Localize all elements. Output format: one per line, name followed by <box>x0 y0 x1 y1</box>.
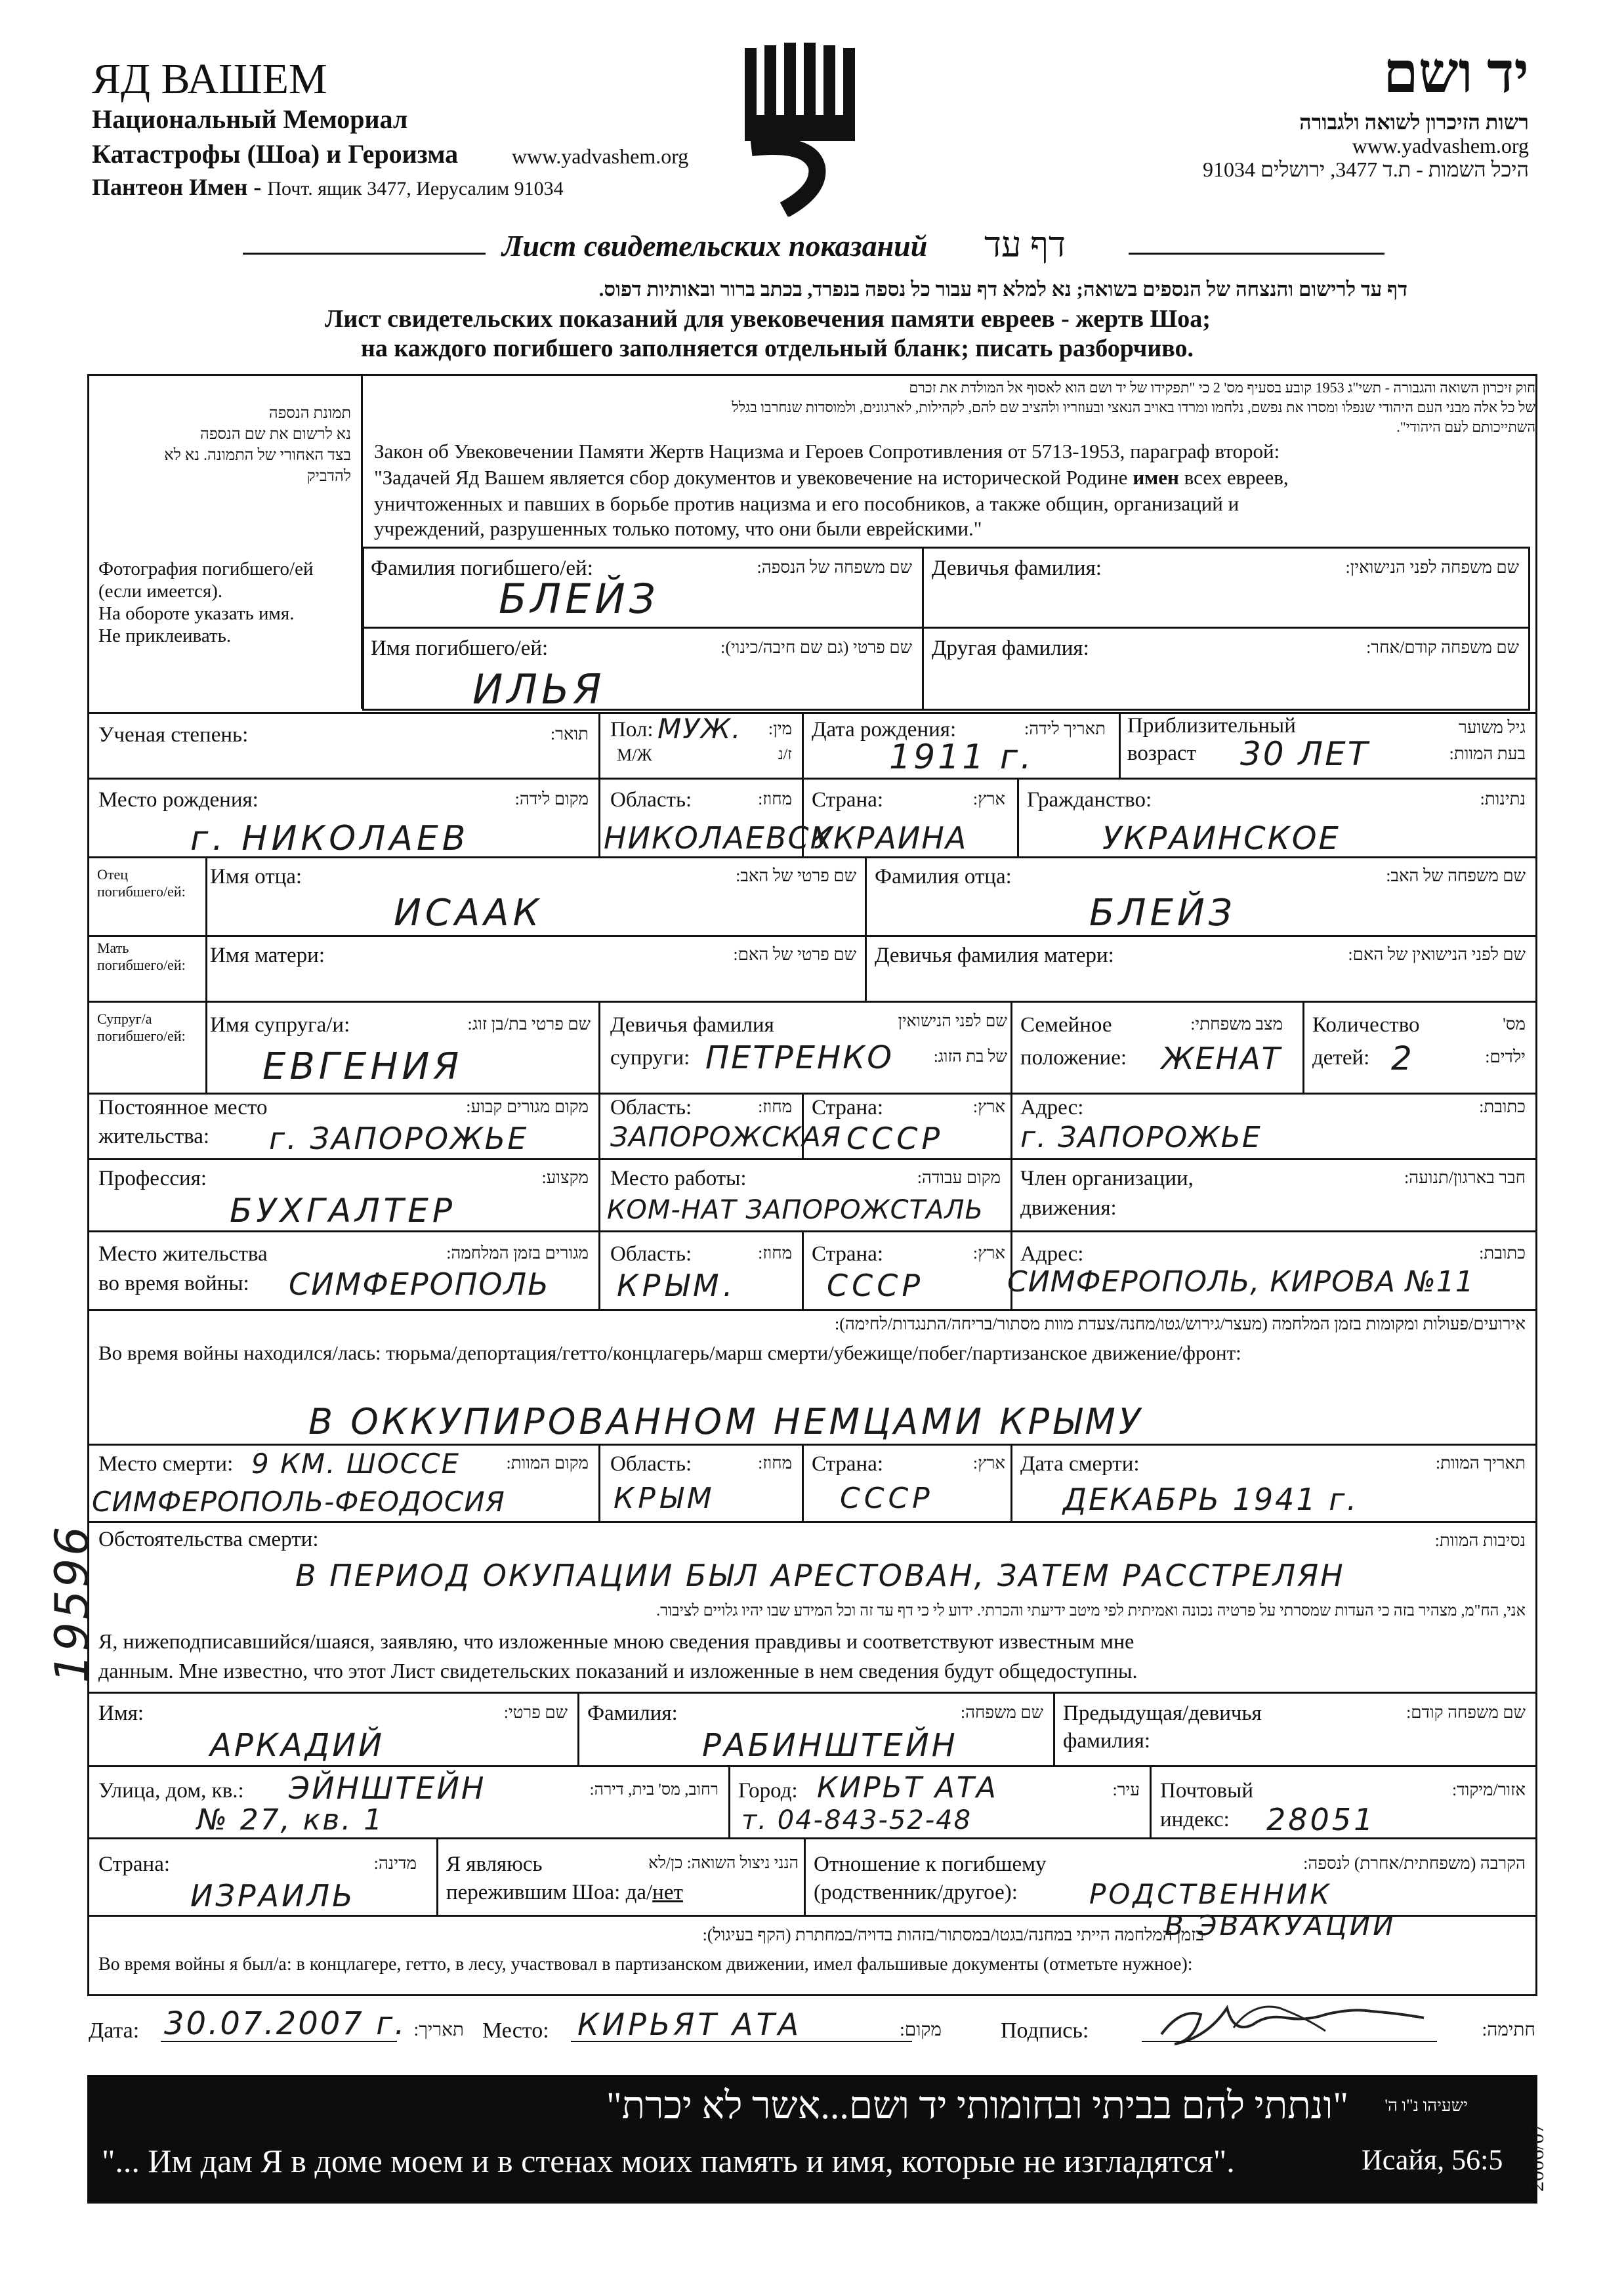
footer-ref-ru: Исайя, 56:5 <box>1362 2144 1503 2176</box>
sex-label: Пол: <box>610 718 654 742</box>
other-surname-label: Другая фамилия: <box>932 637 1089 660</box>
war-address-value: СИМФЕРОПОЛЬ, КИРОВА №11 <box>1007 1265 1474 1299</box>
zip-label-he: אזור/מיקוד: <box>1451 1780 1526 1799</box>
zip-label-2: индекс: <box>1160 1808 1230 1831</box>
place-label: Место: <box>482 2018 549 2043</box>
row-rule <box>87 712 1537 714</box>
submitter-name-label-he: שם פרטי: <box>503 1703 568 1722</box>
mother-side-label: Мать погибшего/ей: <box>97 940 186 974</box>
col-rule <box>802 1230 804 1309</box>
submitter-country-value: ИЗРАИЛЬ <box>190 1878 356 1913</box>
declaration-he: אני, הח"מ, מצהיר בזה כי העדות שמסרתי על פרטיה נכונה ואמיתית לפי מיטב ידיעתי והכרתי. ידוע לי כי דף עד זה וכל המידע שבו יהיו גלויים לציבור. <box>656 1602 1526 1620</box>
law-ru-1: Закон об Увековечении Памяти Жертв Нацизма и Героев Сопротивления от 5713-1953, параграф второй: <box>374 440 1280 463</box>
workplace-label-he: מקום עבודה: <box>917 1168 1001 1187</box>
age-label-1: Приблизительный <box>1127 714 1296 738</box>
row-rule <box>87 778 1537 780</box>
yad-vashem-logo <box>738 43 869 217</box>
residence-value: г. ЗАПОРОЖЬЕ <box>269 1121 529 1156</box>
residence-country-value: СССР <box>846 1121 944 1156</box>
death-region-label: Область: <box>610 1452 692 1476</box>
margin-record-number: 19596 <box>45 1524 99 1683</box>
birthplace-label: Место рождения: <box>98 788 259 812</box>
children-label-2: детей: <box>1312 1046 1370 1070</box>
law-ru-3: уничтоженных и павших в борьбе против нацизма и его пособников, а также общин, организаций и <box>374 492 1239 515</box>
col-rule <box>1302 1001 1304 1093</box>
photo-he-2: נא לרשום את שם הנספה <box>200 426 351 443</box>
col-rule <box>1119 712 1121 778</box>
father-surname-label: Фамилия отца: <box>875 865 1012 889</box>
col-rule <box>577 1692 579 1765</box>
form-title-ru: Лист свидетельских показаний <box>502 229 928 262</box>
submitter-surname-value: РАБИНШТЕЙН <box>702 1727 958 1764</box>
sex-mf-ru: М/Ж <box>617 745 652 764</box>
profession-value: БУХГАЛТЕР <box>230 1192 456 1230</box>
citizenship-label-he: נתינות: <box>1480 789 1526 808</box>
org-line-2: Катастрофы (Шоа) и Героизма <box>92 139 459 169</box>
photo-he-1: תמונת הנספה <box>268 405 351 422</box>
mother-name-label: Имя матери: <box>210 944 325 967</box>
spouse-side-label: Супруг/а погибшего/ей: <box>97 1011 186 1045</box>
submitter-prev-label-he: שם משפחה קודם: <box>1406 1703 1526 1722</box>
spouse-maiden-label-he-1: שם לפני הנישואין <box>898 1013 1007 1030</box>
col-rule <box>1010 1158 1012 1230</box>
spouse-name-value: ЕВГЕНИЯ <box>262 1045 463 1088</box>
row-rule <box>87 856 1537 858</box>
children-label-he-2: ילדים: <box>1485 1047 1526 1066</box>
events-label-he: אירועים/פעולות ומקומות בזמן המלחמה (מעצר/גירוש/גטו/מחנה/צעדת מוות מסתור/בריחה/התנגדות/לחימה): <box>835 1314 1526 1333</box>
children-label-1: Количество <box>1312 1013 1420 1037</box>
date-value: 30.07.2007 г. <box>164 2005 407 2042</box>
row-rule <box>87 1001 1537 1003</box>
surname-label: Фамилия погибшего/ей: <box>371 556 593 580</box>
war-country-label: Страна: <box>812 1242 884 1266</box>
col-rule <box>598 1158 600 1230</box>
submitter-name-value: АРКАДИЙ <box>210 1727 385 1764</box>
residence-label-2: жительства: <box>98 1125 210 1148</box>
residence-country-label-he: ארץ: <box>972 1097 1005 1116</box>
birth-country-value: УКРАИНА <box>814 820 968 856</box>
signature-label-he: חתימה: <box>1482 2020 1535 2040</box>
col-rule <box>802 1444 804 1521</box>
col-rule <box>1150 1765 1152 1837</box>
spouse-maiden-label-2: супруги: <box>610 1046 690 1070</box>
col-rule <box>598 1001 600 1093</box>
residence-region-value: ЗАПОРОЖСКАЯ <box>610 1121 841 1153</box>
maiden-label-he: שם משפחה לפני הנישואין: <box>1345 558 1519 577</box>
deathdate-value: ДЕКАБРЬ 1941 г. <box>1063 1482 1359 1517</box>
residence-label-he: מקום מגורים קבוע: <box>466 1097 589 1116</box>
war-country-label-he: ארץ: <box>972 1244 1005 1263</box>
submitter-name-label: Имя: <box>98 1702 144 1725</box>
signature-image <box>1155 1995 1437 2051</box>
degree-label-he: תואר: <box>550 724 589 743</box>
profession-label: Профессия: <box>98 1167 207 1190</box>
col-rule <box>802 712 804 778</box>
submitter-country-label: Страна: <box>98 1852 171 1876</box>
col-rule <box>1010 1444 1012 1521</box>
org-url-ru: www.yadvashem.org <box>512 144 689 168</box>
deathplace-label: Место смерти: <box>98 1452 234 1476</box>
signature-underline <box>1142 2041 1437 2042</box>
war-self-value: В ЭВАКУАЦИИ <box>1165 1910 1396 1942</box>
photo-he-4: להדביק <box>306 468 351 485</box>
father-name-label-he: שם פרטי של האב: <box>736 866 856 885</box>
sex-mf-he: ז/נ <box>778 746 792 763</box>
residence-country-label: Страна: <box>812 1096 884 1119</box>
birth-region-label-he: מחוז: <box>758 789 792 808</box>
residence-address-value: г. ЗАПОРОЖЬЕ <box>1020 1121 1262 1154</box>
street-value-1: ЭЙНШТЕЙН <box>289 1770 486 1806</box>
war-residence-label-2: во время войны: <box>98 1272 249 1295</box>
name-box-divider <box>922 547 924 711</box>
date-underline <box>161 2041 397 2042</box>
member-label-2: движения: <box>1020 1196 1117 1220</box>
place-label-he: מקום: <box>900 2020 942 2040</box>
firstname-label: Имя погибшего/ей: <box>371 637 549 660</box>
org-line-1: Национальный Мемориал <box>92 104 408 134</box>
birth-country-label-he: ארץ: <box>972 789 1005 808</box>
marital-label-he: מצב משפחתי: <box>1190 1014 1283 1034</box>
sex-label-he: מין: <box>768 719 792 738</box>
maiden-label: Девичья фамилия: <box>932 556 1102 580</box>
name-box-rule <box>362 627 1530 629</box>
dob-label: Дата рождения: <box>812 718 957 742</box>
member-label-he: חבר בארגון/תנועה: <box>1404 1168 1526 1187</box>
intro-ru-1: Лист свидетельских показаний для увековечения памяти евреев - жертв Шоа; <box>325 305 1211 333</box>
row-rule <box>87 935 1537 937</box>
col-rule <box>598 778 600 856</box>
spouse-maiden-value: ПЕТРЕНКО <box>705 1039 894 1076</box>
circumstances-value: В ПЕРИОД ОКУПАЦИИ БЫЛ АРЕСТОВАН, ЗАТЕМ РАССТРЕЛЯН <box>295 1558 1345 1593</box>
col-rule <box>728 1765 730 1837</box>
birthplace-value: г. НИКОЛАЕВ <box>190 819 470 858</box>
profession-label-he: מקצוע: <box>541 1168 589 1187</box>
phone-value: т. 04-843-52-48 <box>741 1805 972 1835</box>
relation-label-1: Отношение к погибшему <box>814 1852 1047 1876</box>
deathplace-value-2: СИМФЕРОПОЛЬ-ФЕОДОСИЯ <box>92 1486 505 1518</box>
death-country-label: Страна: <box>812 1452 884 1476</box>
dob-label-he: תאריך לידה: <box>1024 719 1106 738</box>
col-rule <box>865 935 867 1001</box>
mother-name-label-he: שם פרטי של האם: <box>733 945 856 964</box>
residence-address-label-he: כתובת: <box>1479 1097 1526 1116</box>
spouse-name-label-he: שם פרטי בת/בן זוג: <box>467 1014 591 1034</box>
spouse-maiden-label-1: Девичья фамилия <box>610 1013 774 1037</box>
declaration-ru-2: данным. Мне известно, что этот Лист свидетельских показаний и изложенные в нем сведения будут общедоступны. <box>98 1659 1138 1683</box>
col-rule <box>598 1230 600 1309</box>
col-rule <box>1010 1093 1012 1158</box>
side-col-rule <box>205 856 207 1093</box>
photo-ru-4: Не приклеивать. <box>98 625 232 646</box>
birth-region-label: Область: <box>610 788 692 812</box>
form-title-he: דף עד <box>984 225 1066 264</box>
deathplace-label-he: מקום המוות: <box>506 1453 589 1473</box>
row-rule <box>87 1444 1537 1446</box>
marital-label-2: положение: <box>1020 1046 1127 1070</box>
place-value: КИРЬЯТ АТА <box>577 2007 802 2042</box>
law-he-1: חוק זיכרון השואה והגבורה - תשי"ג 1953 קובע בסעיף מס' 2 כי "תפקידו של יד ושם הוא לאסוף אל המולדת את זכרם <box>909 379 1535 396</box>
war-residence-label-he: מגורים בזמן המלחמה: <box>446 1244 589 1263</box>
survivor-label-1: Я являюсь <box>446 1852 543 1876</box>
relation-value: РОДСТВЕННИК <box>1089 1878 1332 1910</box>
submitter-prev-label-2: фамилия: <box>1063 1729 1151 1753</box>
war-self-label-he: בזמן המלחמה הייתי במחנה/בגטו/במסתור/בזהות בדויה/במחתרת (הקף בעיגול): <box>702 1925 1204 1944</box>
children-value: 2 <box>1391 1039 1416 1077</box>
title-rule-left <box>243 253 486 255</box>
workplace-label: Место работы: <box>610 1167 747 1190</box>
war-self-label: Во время войны я был/а: в концлагере, гетто, в лесу, участвовал в партизанском движении, имел фальшивые документы (отметьте нужное): <box>98 1954 1193 1975</box>
degree-label: Ученая степень: <box>98 723 249 747</box>
photo-ru-3: На обороте указать имя. <box>98 603 295 624</box>
declaration-ru-1: Я, нижеподписавшийся/шаяся, заявляю, что изложенные мною сведения правдивы и соответствуют известным мне <box>98 1629 1135 1653</box>
row-rule <box>87 1521 1537 1523</box>
org-he-line-2: היכל השמות - ת.ד 3477, ירושלים 91034 <box>1203 157 1529 181</box>
street-label-he: רחוב, מס' בית, דירה: <box>589 1781 718 1799</box>
sex-value: МУЖ. <box>657 713 742 745</box>
law-ru-2: "Задачей Яд Вашем является сбор документов и увековечение на исторической Родине имен всех евреев, <box>374 466 1289 489</box>
residence-label-1: Постоянное место <box>98 1096 268 1119</box>
deathplace-value-1: 9 КМ. ШОССЕ <box>251 1448 460 1480</box>
mother-maiden-label-he: שם לפני הנישואין של האם: <box>1348 945 1526 964</box>
war-address-label: Адрес: <box>1020 1242 1084 1266</box>
street-value-2: № 27, кв. 1 <box>197 1803 385 1837</box>
title-rule-right <box>1129 253 1385 255</box>
city-label-he: עיר: <box>1112 1780 1140 1799</box>
law-ru-4: учреждений, разрушенных только потому, что они были еврейскими." <box>374 517 982 540</box>
other-surname-label-he: שם משפחה קודם/אחר: <box>1366 638 1519 657</box>
submitter-country-label-he: מדינה: <box>373 1854 417 1873</box>
relation-label-he: הקרבה (משפחתית/אחרת) לנספה: <box>1303 1854 1526 1873</box>
deathdate-label: Дата смерти: <box>1020 1452 1140 1476</box>
firstname-label-he: שם פרטי (גם שם חיבה/כינוי): <box>720 638 912 657</box>
war-country-value: СССР <box>827 1268 925 1303</box>
submitter-surname-label-he: שם משפחה: <box>960 1703 1043 1722</box>
age-value: 30 ЛЕТ <box>1240 735 1370 773</box>
father-surname-label-he: שם משפחה של האב: <box>1386 866 1526 885</box>
zip-label-1: Почтовый <box>1160 1779 1253 1803</box>
org-he-line-1: רשות הזיכרון לשואה ולגבורה <box>1299 110 1529 134</box>
age-label-he-1: גיל משוער <box>1458 718 1526 737</box>
row-rule <box>87 1230 1537 1232</box>
col-rule <box>1017 778 1019 856</box>
col-rule <box>598 712 600 778</box>
form-version-code: 2006/07 <box>1524 2123 1548 2192</box>
col-rule <box>436 1837 438 1915</box>
row-rule <box>87 1158 1537 1160</box>
member-label-1: Член организации, <box>1020 1167 1194 1190</box>
war-region-value: КРЫМ. <box>617 1268 737 1303</box>
signature-label: Подпись: <box>1001 2018 1089 2043</box>
age-label-2: возраст <box>1127 742 1197 765</box>
war-address-label-he: כתובת: <box>1479 1244 1526 1263</box>
footer-ref-he: ישעיהו נ"ו ה' <box>1385 2096 1468 2115</box>
war-residence-label-1: Место жительства <box>98 1242 268 1266</box>
place-underline <box>571 2041 912 2042</box>
circumstances-label-he: נסיבות המוות: <box>1434 1531 1526 1550</box>
father-side-label: Отец погибшего/ей: <box>97 866 186 900</box>
row-rule <box>87 1309 1537 1311</box>
city-value: КИРЬТ АТА <box>817 1771 998 1805</box>
surname-value: БЛЕЙЗ <box>499 575 659 623</box>
marital-label-1: Семейное <box>1020 1013 1112 1037</box>
photo-ru-2: (если имеется). <box>98 581 223 602</box>
events-label: Во время войны находился/лась: тюрьма/депортация/гетто/концлагерь/марш смерти/убежище/побег/партизанское движение/фронт: <box>98 1341 1241 1364</box>
col-rule <box>1053 1692 1055 1765</box>
firstname-value: ИЛЬЯ <box>472 665 606 713</box>
law-he-3: השתייכותם לעם היהודי". <box>1396 419 1535 435</box>
survivor-label-2: пережившим Шоа: да/нет <box>446 1881 683 1904</box>
deathdate-label-he: תאריך המוות: <box>1435 1453 1526 1473</box>
citizenship-value: УКРАИНСКОЕ <box>1102 820 1341 857</box>
spouse-name-label: Имя супруга/и: <box>210 1013 350 1037</box>
intro-ru-2: на каждого погибшего заполняется отдельный бланк; писать разборчиво. <box>361 335 1194 362</box>
residence-region-label-he: מחוז: <box>758 1097 792 1116</box>
street-label: Улица, дом, кв.: <box>98 1779 244 1803</box>
mother-maiden-label: Девичья фамилия матери: <box>875 944 1114 967</box>
father-surname-value: БЛЕЙЗ <box>1089 892 1236 934</box>
events-value: В ОККУПИРОВАННОМ НЕМЦАМИ КРЫМУ <box>308 1401 1144 1442</box>
photo-ru-1: Фотография погибшего/ей <box>98 558 314 579</box>
row-rule <box>87 1765 1537 1767</box>
relation-label-2: (родственник/другое): <box>814 1881 1018 1904</box>
col-rule <box>1010 1001 1012 1093</box>
date-label: Дата: <box>89 2018 140 2043</box>
circumstances-label: Обстоятельства смерти: <box>98 1528 319 1551</box>
age-label-he-2: בעת המוות: <box>1449 744 1526 763</box>
birth-country-label: Страна: <box>812 788 884 812</box>
survivor-label-he: הנני ניצול השואה: כן/לא <box>648 1854 799 1872</box>
death-region-value: КРЫМ <box>614 1482 716 1515</box>
birth-region-value: НИКОЛАЕВСК. <box>604 820 844 856</box>
children-label-he-1: מס' <box>1503 1014 1526 1034</box>
date-label-he: תאריך: <box>413 2020 464 2040</box>
dob-value: 1911 г. <box>889 738 1034 777</box>
col-rule <box>804 1837 806 1915</box>
surname-label-he: שם משפחה של הנספה: <box>757 558 912 577</box>
org-name-he: יד ושם <box>1383 41 1529 104</box>
submitter-prev-label-1: Предыдущая/девичья <box>1063 1702 1262 1725</box>
residence-region-label: Область: <box>610 1096 692 1119</box>
death-region-label-he: מחוז: <box>758 1453 792 1473</box>
law-he-2: של כל אלה מבני העם היהודי שנפלו ומסרו את נפשם, נלחמו ומרדו באויב הנאצי ובעוזריו ולהציב שם להם, לקהילות, לארגונים, ולמוסדות שנחרבו בגלל <box>732 399 1535 415</box>
workplace-value: КОМ-НАТ ЗАПОРОЖСТАЛЬ <box>607 1195 984 1225</box>
submitter-surname-label: Фамилия: <box>587 1702 678 1725</box>
photo-he-3: בצד האחורי של התמונה. נא לא <box>164 447 351 464</box>
col-rule <box>598 1093 600 1158</box>
row-rule <box>87 1692 1537 1694</box>
org-name-ru: ЯД ВАШЕМ <box>92 55 327 103</box>
org-url-he: www.yadvashem.org <box>1352 134 1529 157</box>
col-rule <box>598 1444 600 1521</box>
citizenship-label: Гражданство: <box>1027 788 1152 812</box>
father-name-label: Имя отца: <box>210 865 302 889</box>
org-line-3: Пантеон Имен - Почт. ящик 3477, Иерусалим 91034 <box>92 174 564 200</box>
row-rule <box>87 1837 1537 1839</box>
footer-quote-ru: "... Им дам Я в доме моем и в стенах моих память и имя, которые не изгладятся". <box>102 2143 1235 2179</box>
spouse-maiden-label-he-2: של בת הזוג: <box>933 1048 1007 1066</box>
war-region-label-he: מחוז: <box>758 1244 792 1263</box>
father-name-value: ИСААК <box>394 892 543 934</box>
city-label: Город: <box>738 1779 798 1803</box>
row-rule <box>87 1093 1537 1095</box>
marital-value: ЖЕНАТ <box>1161 1041 1281 1076</box>
birthplace-label-he: מקום לידה: <box>514 789 589 808</box>
death-country-label-he: ארץ: <box>972 1453 1005 1473</box>
death-country-value: СССР <box>840 1482 934 1515</box>
residence-address-label: Адрес: <box>1020 1096 1084 1119</box>
war-residence-value: СИМФЕРОПОЛЬ <box>289 1266 550 1302</box>
intro-he: דף עד לרישום והנצחה של הנספים בשואה; נא למלא דף עבור כל נספה בנפרד, בכתב ברור ובאותיות דפוס. <box>598 278 1407 301</box>
war-region-label: Область: <box>610 1242 692 1266</box>
footer-quote-he: "ונתתי להם בביתי ובחומותי יד ושם...אשר לא יכרת" <box>606 2084 1348 2127</box>
col-rule <box>865 856 867 935</box>
zip-value: 28051 <box>1266 1802 1376 1837</box>
